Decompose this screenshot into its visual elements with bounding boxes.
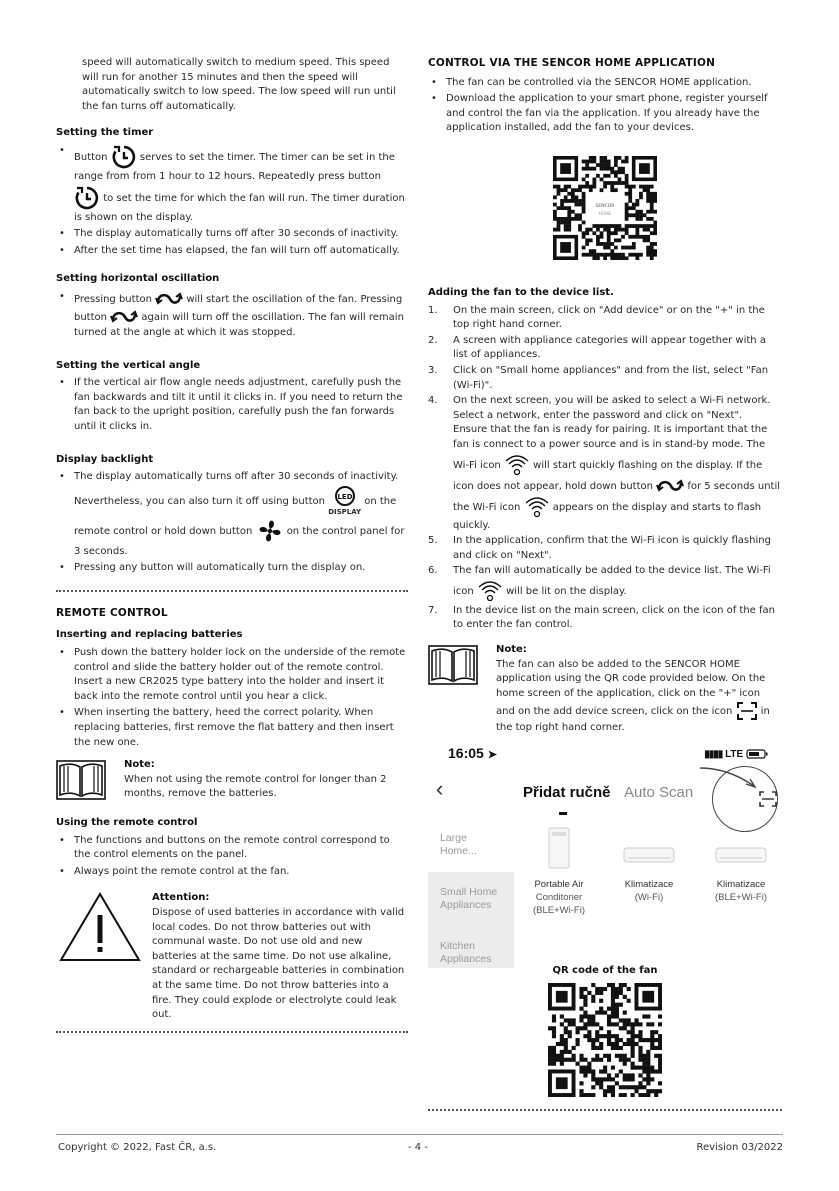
list-item: 1. On the main screen, click on "Add device" or on the "+" in the top right hand corner. xyxy=(428,304,765,331)
attention-body: Dispose of used batteries in accordance with valid local codes. Do not throw batteries out with communal waste. Do not use old and new batteries at the same time. Do not use alkaline, standard or rechargeable batteries in combination at the same time. Do not throw batteries into a fire. They could explode or electrolyte could leak out. xyxy=(152,906,405,1021)
list-item: • If the vertical air flow angle needs adjustment, carefully push the fan backwards and tilt it until it clicks in. If you need to return the fan back to the upright position, carefully push the fan forwards until it clicks in. xyxy=(56,376,408,434)
wifi-icon xyxy=(524,495,550,519)
oscillation-list xyxy=(56,290,408,341)
list-item: • Pressing any button will automatically turn the display on. xyxy=(56,561,408,576)
backlight-text-a: The display automatically turns off after 30 seconds of inactivity. Nevertheless, you can also turn it off using button xyxy=(74,471,399,507)
oscillation-icon xyxy=(656,477,684,495)
using-remote-list xyxy=(56,834,408,880)
note-text xyxy=(496,643,782,736)
split-ac-image xyxy=(622,826,676,870)
osc-text-c: again will turn off the oscillation. The fan will remain turned at the angle at which it was stopped. xyxy=(74,311,404,338)
app-heading: CONTROL VIA THE SENCOR HOME APPLICATION xyxy=(428,57,716,69)
qr-note xyxy=(428,643,782,736)
device-klimatizace-wifi[interactable]: Klimatizace (Wi-Fi) xyxy=(608,826,690,904)
qr-brand-sub: HOME xyxy=(598,210,612,216)
oscillation-heading: Setting horizontal oscillation xyxy=(56,273,220,285)
qr-finder xyxy=(555,158,577,180)
list-item xyxy=(56,290,408,341)
scan-icon[interactable] xyxy=(758,790,778,808)
note-body-end: in the top right hand corner. xyxy=(496,706,770,734)
category-large[interactable]: Large Home... xyxy=(440,832,477,858)
back-icon[interactable]: ‹ xyxy=(436,776,444,802)
app-list xyxy=(428,76,782,136)
footer-rule xyxy=(56,1134,783,1135)
category-small-home[interactable]: Small Home Appliances xyxy=(440,886,498,912)
osc-text-b: will start the oscillation of the fan. Pressing button xyxy=(74,293,403,323)
arrow-icon xyxy=(698,766,762,806)
batteries-list xyxy=(56,646,408,750)
oscillation-icon xyxy=(110,308,138,326)
backlight-text-c: on the control panel for 3 seconds. xyxy=(74,525,405,557)
warning-icon xyxy=(58,891,142,963)
note-body: The fan can also be added to the SENCOR HOME application using the QR code provided below. On the home screen of the application, click on the "+" icon and on the add device screen, click on the icon xyxy=(496,658,766,718)
using-remote-heading: Using the remote control xyxy=(56,817,198,828)
section-divider xyxy=(428,1109,782,1111)
qr-finder xyxy=(555,237,577,259)
footer-copyright: Copyright © 2022, Fast ČR, a.s. xyxy=(58,1142,217,1153)
book-icon xyxy=(56,758,106,800)
add-fan-heading: Adding the fan to the device list. xyxy=(428,286,614,298)
list-item: 7. In the device list on the main screen, click on the icon of the fan to enter the fan control. xyxy=(428,604,775,631)
book-icon xyxy=(428,643,478,685)
backlight-heading: Display backlight xyxy=(56,453,154,465)
qr-fan-heading: QR code of the fan xyxy=(552,965,658,977)
backlight-list xyxy=(56,470,408,576)
intro-text: speed will automatically switch to medium speed. This speed will run for another 15 minutes and then the speed will automatically switch to low speed. The low speed will run until the fan turns off automatically. xyxy=(82,57,396,112)
timer-icon xyxy=(74,185,100,211)
footer-page-number: - 4 - xyxy=(408,1142,428,1153)
qr-brand: SENCOR xyxy=(595,203,615,209)
svg-text:LED: LED xyxy=(337,492,353,501)
device-klimatizace-ble[interactable]: Klimatizace (BLE+Wi-Fi) xyxy=(700,826,782,904)
fan-icon xyxy=(256,517,284,545)
device-portable-ac[interactable]: Portable Air Conditoner (BLE+Wi-Fi) xyxy=(518,826,600,917)
tab-manual[interactable]: Přidat ručně xyxy=(523,784,611,802)
left-column xyxy=(56,56,408,1047)
qr-finder xyxy=(636,985,660,1009)
note-title: Note: xyxy=(124,759,155,771)
list-item: • The fan can be controlled via the SENCOR HOME application. xyxy=(428,76,782,91)
list-item: • After the set time has elapsed, the fan will turn off automatically. xyxy=(56,244,408,259)
steps-list xyxy=(428,304,782,634)
list-item: 2. A screen with appliance categories will appear together with a list of appliances. xyxy=(428,334,766,361)
timer-text-a: Button xyxy=(74,151,108,163)
attention-title: Attention: xyxy=(152,892,210,904)
qr-finder xyxy=(550,985,574,1009)
list-item: 6. The fan will automatically be added to the device list. The Wi-Fi icon will be lit on the display. xyxy=(428,564,782,603)
wifi-icon xyxy=(477,579,503,603)
list-item xyxy=(56,144,408,225)
list-item: 4. On the next screen, you will be asked to select a Wi-Fi network. Select a network, enter the password and click on "Next". Ensure that the fan is ready for pairing. It is important that the fan is connect to a power source and is in stand-by mode. The Wi-Fi icon will start quickly flashing on the display. If the icon does not appear, hold down button for 5 seconds until the Wi-Fi icon appears on the display and starts to flash quickly. xyxy=(428,395,781,531)
backlight-text-b: on the remote control or hold down button xyxy=(74,495,397,537)
oscillation-icon xyxy=(155,290,183,308)
note-body: When not using the remote control for longer than 2 months, remove the batteries. xyxy=(124,773,387,800)
attention-text xyxy=(152,891,408,1022)
qr-finder xyxy=(550,1071,574,1095)
list-item: 3. Click on "Small home appliances" and from the list, select "Fan (Wi-Fi)". xyxy=(428,364,769,391)
wifi-icon xyxy=(504,453,530,477)
section-divider xyxy=(56,590,408,592)
list-item: • Push down the battery holder lock on the underside of the remote control and slide the battery holder out of the remote control. Insert a new CR2025 type battery into the holder and insert it back into the remote control until you hear a click. xyxy=(56,646,408,704)
category-kitchen[interactable]: Kitchen Appliances xyxy=(440,940,492,966)
timer-text-b: serves to set the timer. The timer can be set in the range from from 1 hour to 12 hours. Repeatedly press button xyxy=(74,151,395,182)
portable-ac-image xyxy=(547,826,571,870)
battery-icon xyxy=(746,749,768,759)
list-item: • When inserting the battery, heed the correct polarity. When replacing batteries, first remove the flat battery and then insert the new one. xyxy=(56,706,408,750)
tab-underline xyxy=(559,812,567,815)
status-bar: ▮▮▮▮ LTE xyxy=(704,748,768,763)
note-title: Note: xyxy=(496,644,527,656)
list-item: 5. In the application, confirm that the Wi-Fi icon is quickly flashing and click on "Next". xyxy=(428,535,771,561)
right-column xyxy=(428,56,782,1125)
attention-box xyxy=(56,891,408,1022)
vertical-list xyxy=(56,376,408,434)
app-screenshot xyxy=(428,745,782,966)
timer-list xyxy=(56,144,408,258)
list-item xyxy=(56,470,408,559)
timer-icon xyxy=(111,144,137,170)
list-item: • The functions and buttons on the remote control correspond to the control elements on the panel. xyxy=(56,834,408,863)
battery-note xyxy=(56,758,408,802)
vertical-heading: Setting the vertical angle xyxy=(56,359,201,371)
list-item: • The display automatically turns off after 30 seconds of inactivity. xyxy=(56,227,408,242)
osc-text-a: Pressing button xyxy=(74,293,152,305)
split-ac-image xyxy=(714,826,768,870)
list-item: • Download the application to your smart phone, register yourself and control the fan via the application. If you already have the application installed, add the fan to your devices. xyxy=(428,92,782,136)
scan-icon xyxy=(736,701,758,721)
note-text xyxy=(124,758,408,802)
batteries-heading: Inserting and replacing batteries xyxy=(56,629,243,641)
footer-revision: Revision 03/2022 xyxy=(696,1142,783,1153)
app-qr-code xyxy=(553,156,657,260)
display-button-icon xyxy=(328,485,361,517)
section-divider xyxy=(56,1031,408,1033)
tab-auto-scan[interactable]: Auto Scan xyxy=(624,784,694,802)
display-button-label: DISPLAY xyxy=(328,507,362,516)
status-time: 16:05 ➤ xyxy=(448,745,497,762)
fan-qr-code xyxy=(548,983,662,1097)
timer-heading: Setting the timer xyxy=(56,127,154,139)
qr-finder xyxy=(634,158,656,180)
list-item: • Always point the remote control at the fan. xyxy=(56,865,408,880)
timer-text-c: to set the time for which the fan will run. The timer duration is shown on the display. xyxy=(74,192,405,223)
remote-heading: REMOTE CONTROL xyxy=(56,606,168,619)
